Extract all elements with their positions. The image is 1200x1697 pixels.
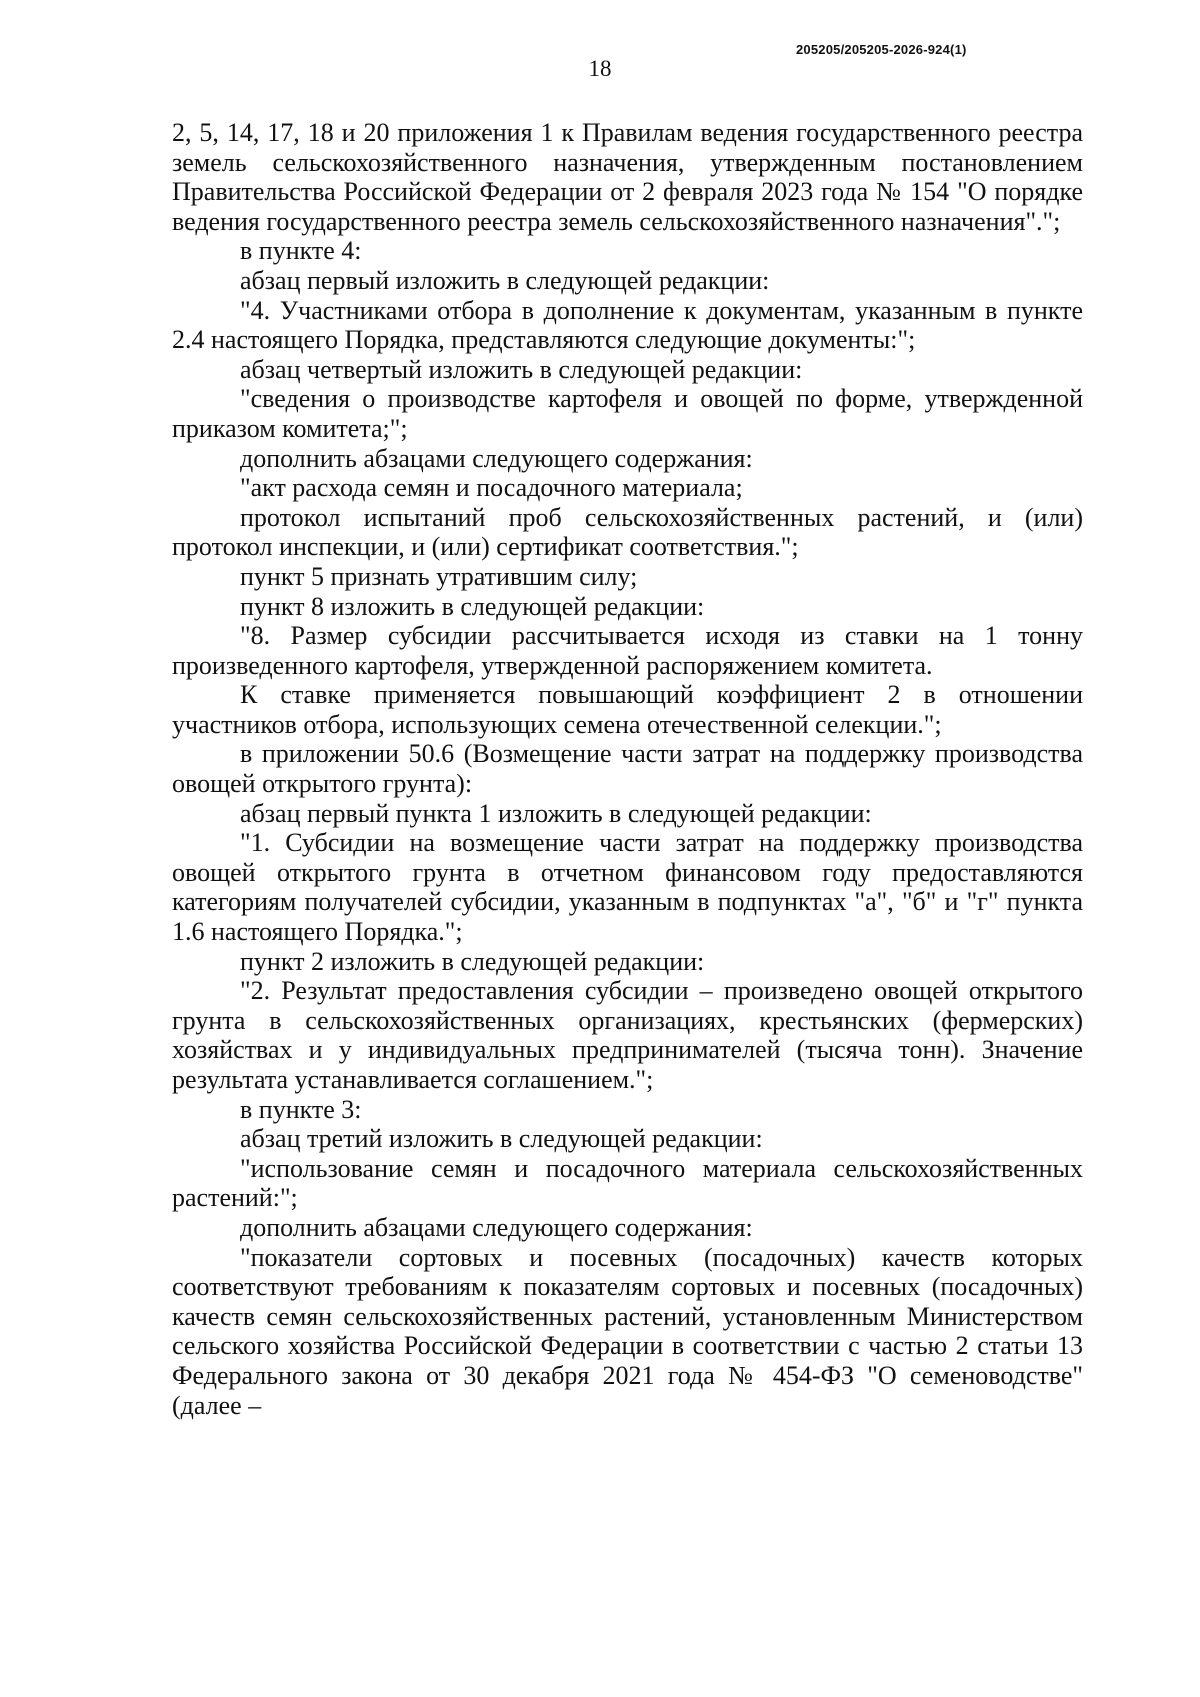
paragraph: в пункте 3: bbox=[240, 1094, 362, 1124]
paragraph: в пункте 4: bbox=[240, 236, 362, 266]
document-code: 205205/205205-2026-924(1) bbox=[796, 42, 967, 57]
paragraph: "2. Результат предоставления субсидии – произведено овощей открытого грунта в сельскохозяйственных организациях, крестьянских (фермерских) хозяйствах и у индивидуальных предпринимателей (тысяча тонн). Значение результата устанавливается соглашением."; bbox=[172, 976, 1083, 1094]
paragraph: "8. Размер субсидии рассчитывается исходя из ставки на 1 тонну произведенного картофеля, утвержденной распоряжением комитета. bbox=[172, 621, 1083, 680]
paragraph: дополнить абзацами следующего содержания: bbox=[240, 1212, 753, 1242]
paragraph: в приложении 50.6 (Возмещение части затрат на поддержку производства овощей открытого грунта): bbox=[172, 739, 1083, 799]
page-number: 18 bbox=[588, 56, 612, 81]
paragraph: абзац четвертый изложить в следующей редакции: bbox=[240, 354, 803, 384]
paragraph: "4. Участниками отбора в дополнение к документам, указанным в пункте 2.4 настоящего Порядка, представляются следующие документы:"; bbox=[172, 295, 1083, 355]
paragraph: дополнить абзацами следующего содержания: bbox=[240, 443, 753, 473]
paragraph: "1. Субсидии на возмещение части затрат на поддержку производства овощей открытого грунта в отчетном финансовом году предоставляются категориям получателей субсидии, указанным в подпунктах "а", "б" и "г" пункта 1.6 настоящего Порядка."; bbox=[172, 828, 1083, 947]
paragraph: абзац третий изложить в следующей редакции: bbox=[240, 1124, 763, 1154]
paragraph: 2, 5, 14, 17, 18 и 20 приложения 1 к Правилам ведения государственного реестра земель сельскохозяйственного назначения, утвержденным постановлением Правительства Российской Федерации от 2 февраля 2023 года № 154 "О порядке ведения государственного реестра земель сельскохозяйственного назначения"."; bbox=[172, 118, 1083, 236]
paragraph: "показатели сортовых и посевных (посадочных) качеств которых соответствуют требованиям к показателям сортовых и посевных (посадочных) качеств семян сельскохозяйственных растений, установленным Министерством сельского хозяйства Российской Федерации в соответствии с частью 2 статьи 13 Федерального закона от 30 декабря 2021 года № 454-ФЗ "О семеноводстве" (далее – bbox=[172, 1242, 1083, 1420]
paragraph: протокол испытаний проб сельскохозяйственных растений, и (или) протокол инспекции, и (или) сертификат соответствия."; bbox=[172, 502, 1083, 562]
paragraph: абзац первый пункта 1 изложить в следующей редакции: bbox=[240, 798, 872, 828]
paragraph: "акт расхода семян и посадочного материала; bbox=[240, 473, 743, 503]
paragraph: пункт 2 изложить в следующей редакции: bbox=[240, 946, 705, 976]
document-body bbox=[172, 118, 1083, 1420]
paragraph: пункт 5 признать утратившим силу; bbox=[240, 561, 638, 591]
paragraph: "сведения о производстве картофеля и овощей по форме, утвержденной приказом комитета;"; bbox=[172, 384, 1083, 443]
paragraph: пункт 8 изложить в следующей редакции: bbox=[240, 591, 705, 621]
paragraph: К ставке применяется повышающий коэффициент 2 в отношении участников отбора, использующих семена отечественной селекции."; bbox=[172, 680, 1083, 739]
paragraph: "использование семян и посадочного материала сельскохозяйственных растений:"; bbox=[172, 1153, 1083, 1213]
paragraph: абзац первый изложить в следующей редакции: bbox=[240, 265, 770, 295]
